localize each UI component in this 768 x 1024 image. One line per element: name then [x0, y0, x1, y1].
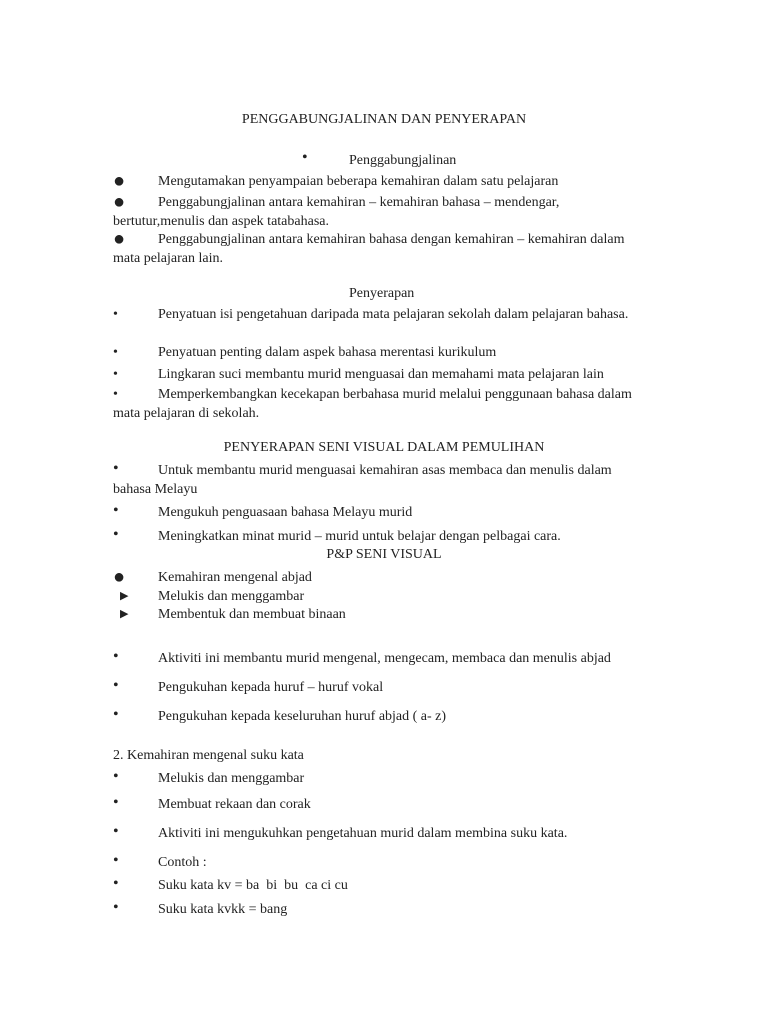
bullet-icon: •	[113, 677, 119, 694]
triangle-right-bullet-icon: ▶	[120, 608, 129, 620]
bullet-icon: •	[113, 502, 119, 519]
list-item	[113, 230, 633, 268]
section-heading-label: Penggabungjalinan	[349, 153, 457, 168]
list-item	[113, 678, 633, 697]
list-item-text: Membuat rekaan dan corak	[158, 797, 311, 812]
list-item-text: Meningkatkan minat murid – murid untuk belajar dengan pelbagai cara.	[158, 529, 561, 544]
section-heading-pnp: P&P SENI VISUAL	[326, 547, 442, 562]
list-item-text: Pengukuhan kepada huruf – huruf vokal	[158, 680, 384, 695]
list-item-text: Suku kata kv = ba bi bu ca ci cu	[158, 878, 348, 893]
bullet-icon: •	[113, 345, 118, 360]
bullet-icon: •	[113, 648, 119, 665]
section-heading-suku-kata: 2. Kemahiran mengenal suku kata	[113, 748, 304, 763]
list-item	[113, 193, 593, 231]
bullet-icon: •	[113, 307, 118, 322]
bullet-icon: •	[113, 794, 119, 811]
bullet-icon: •	[113, 706, 119, 723]
filled-circle-bullet-icon: ●	[113, 191, 126, 213]
list-item-text: Pengukuhan kepada keseluruhan huruf abjad ( a- z)	[158, 709, 447, 724]
list-item	[113, 568, 633, 587]
bullet-icon: •	[113, 460, 119, 477]
list-item-text: Penyatuan penting dalam aspek bahasa merentasi kurikulum	[158, 345, 497, 360]
list-item	[113, 365, 633, 384]
list-item-text: Penggabungjalinan antara kemahiran – kemahiran bahasa – mendengar, bertutur,menulis dan aspek tatabahasa.	[113, 195, 560, 229]
bullet-icon: •	[113, 875, 119, 892]
list-item-text: Aktiviti ini mengukuhkan pengetahuan murid dalam membina suku kata.	[158, 826, 568, 841]
bullet-icon: •	[113, 526, 119, 543]
list-item-text: Lingkaran suci membantu murid menguasai dan memahami mata pelajaran lain	[158, 367, 604, 382]
list-item-text: Penggabungjalinan antara kemahiran bahasa dengan kemahiran – kemahiran dalam mata pelajaran lain.	[113, 232, 625, 266]
list-item-text: Untuk membantu murid menguasai kemahiran asas membaca dan menulis dalam bahasa Melayu	[113, 463, 612, 497]
list-item-text: Melukis dan menggambar	[158, 771, 305, 786]
list-item-text: Memperkembangkan kecekapan berbahasa murid melalui penggunaan bahasa dalam mata pelajaran di sekolah.	[113, 387, 632, 421]
list-item	[113, 795, 633, 814]
list-item-text: Mengutamakan penyampaian beberapa kemahiran dalam satu pelajaran	[158, 174, 559, 189]
list-item-text: Membentuk dan membuat binaan	[158, 607, 346, 622]
bullet-icon: •	[113, 852, 119, 869]
bullet-icon: •	[302, 149, 308, 166]
bullet-icon: •	[113, 768, 119, 785]
list-item	[113, 305, 633, 324]
list-item	[113, 343, 633, 362]
bullet-icon: •	[113, 899, 119, 916]
filled-circle-bullet-icon: ●	[113, 170, 126, 192]
list-item-text: Suku kata kvkk = bang	[158, 902, 288, 917]
bullet-icon: •	[113, 367, 118, 382]
bullet-icon: •	[113, 823, 119, 840]
list-item-text: Penyatuan isi pengetahuan daripada mata pelajaran sekolah dalam pelajaran bahasa.	[158, 307, 629, 322]
triangle-right-bullet-icon: ▶	[120, 590, 129, 602]
bullet-icon: •	[113, 387, 118, 402]
list-item-text: Kemahiran mengenal abjad	[158, 570, 312, 585]
filled-circle-bullet-icon: ●	[113, 228, 126, 250]
list-item	[113, 461, 653, 499]
list-item	[113, 503, 633, 522]
list-item-text: Contoh :	[158, 855, 207, 870]
list-item	[113, 876, 633, 895]
list-item	[113, 900, 633, 919]
list-item	[113, 853, 633, 872]
list-item-text: Melukis dan menggambar	[158, 589, 305, 604]
list-item	[113, 527, 633, 546]
filled-circle-bullet-icon: ●	[113, 566, 126, 588]
list-item	[113, 385, 633, 423]
section-heading-label: Penyerapan	[349, 286, 415, 301]
list-item	[113, 707, 633, 726]
list-item	[113, 824, 633, 843]
list-item	[113, 605, 633, 624]
document-title: PENGGABUNGJALINAN DAN PENYERAPAN	[241, 112, 527, 127]
list-item	[113, 769, 633, 788]
list-item	[113, 649, 673, 668]
section-heading-seni-visual: PENYERAPAN SENI VISUAL DALAM PEMULIHAN	[223, 440, 545, 455]
list-item-text: Mengukuh penguasaan bahasa Melayu murid	[158, 505, 413, 520]
list-item	[113, 587, 633, 606]
list-item-text: Aktiviti ini membantu murid mengenal, mengecam, membaca dan menulis abjad	[158, 651, 611, 666]
list-item	[113, 172, 633, 191]
